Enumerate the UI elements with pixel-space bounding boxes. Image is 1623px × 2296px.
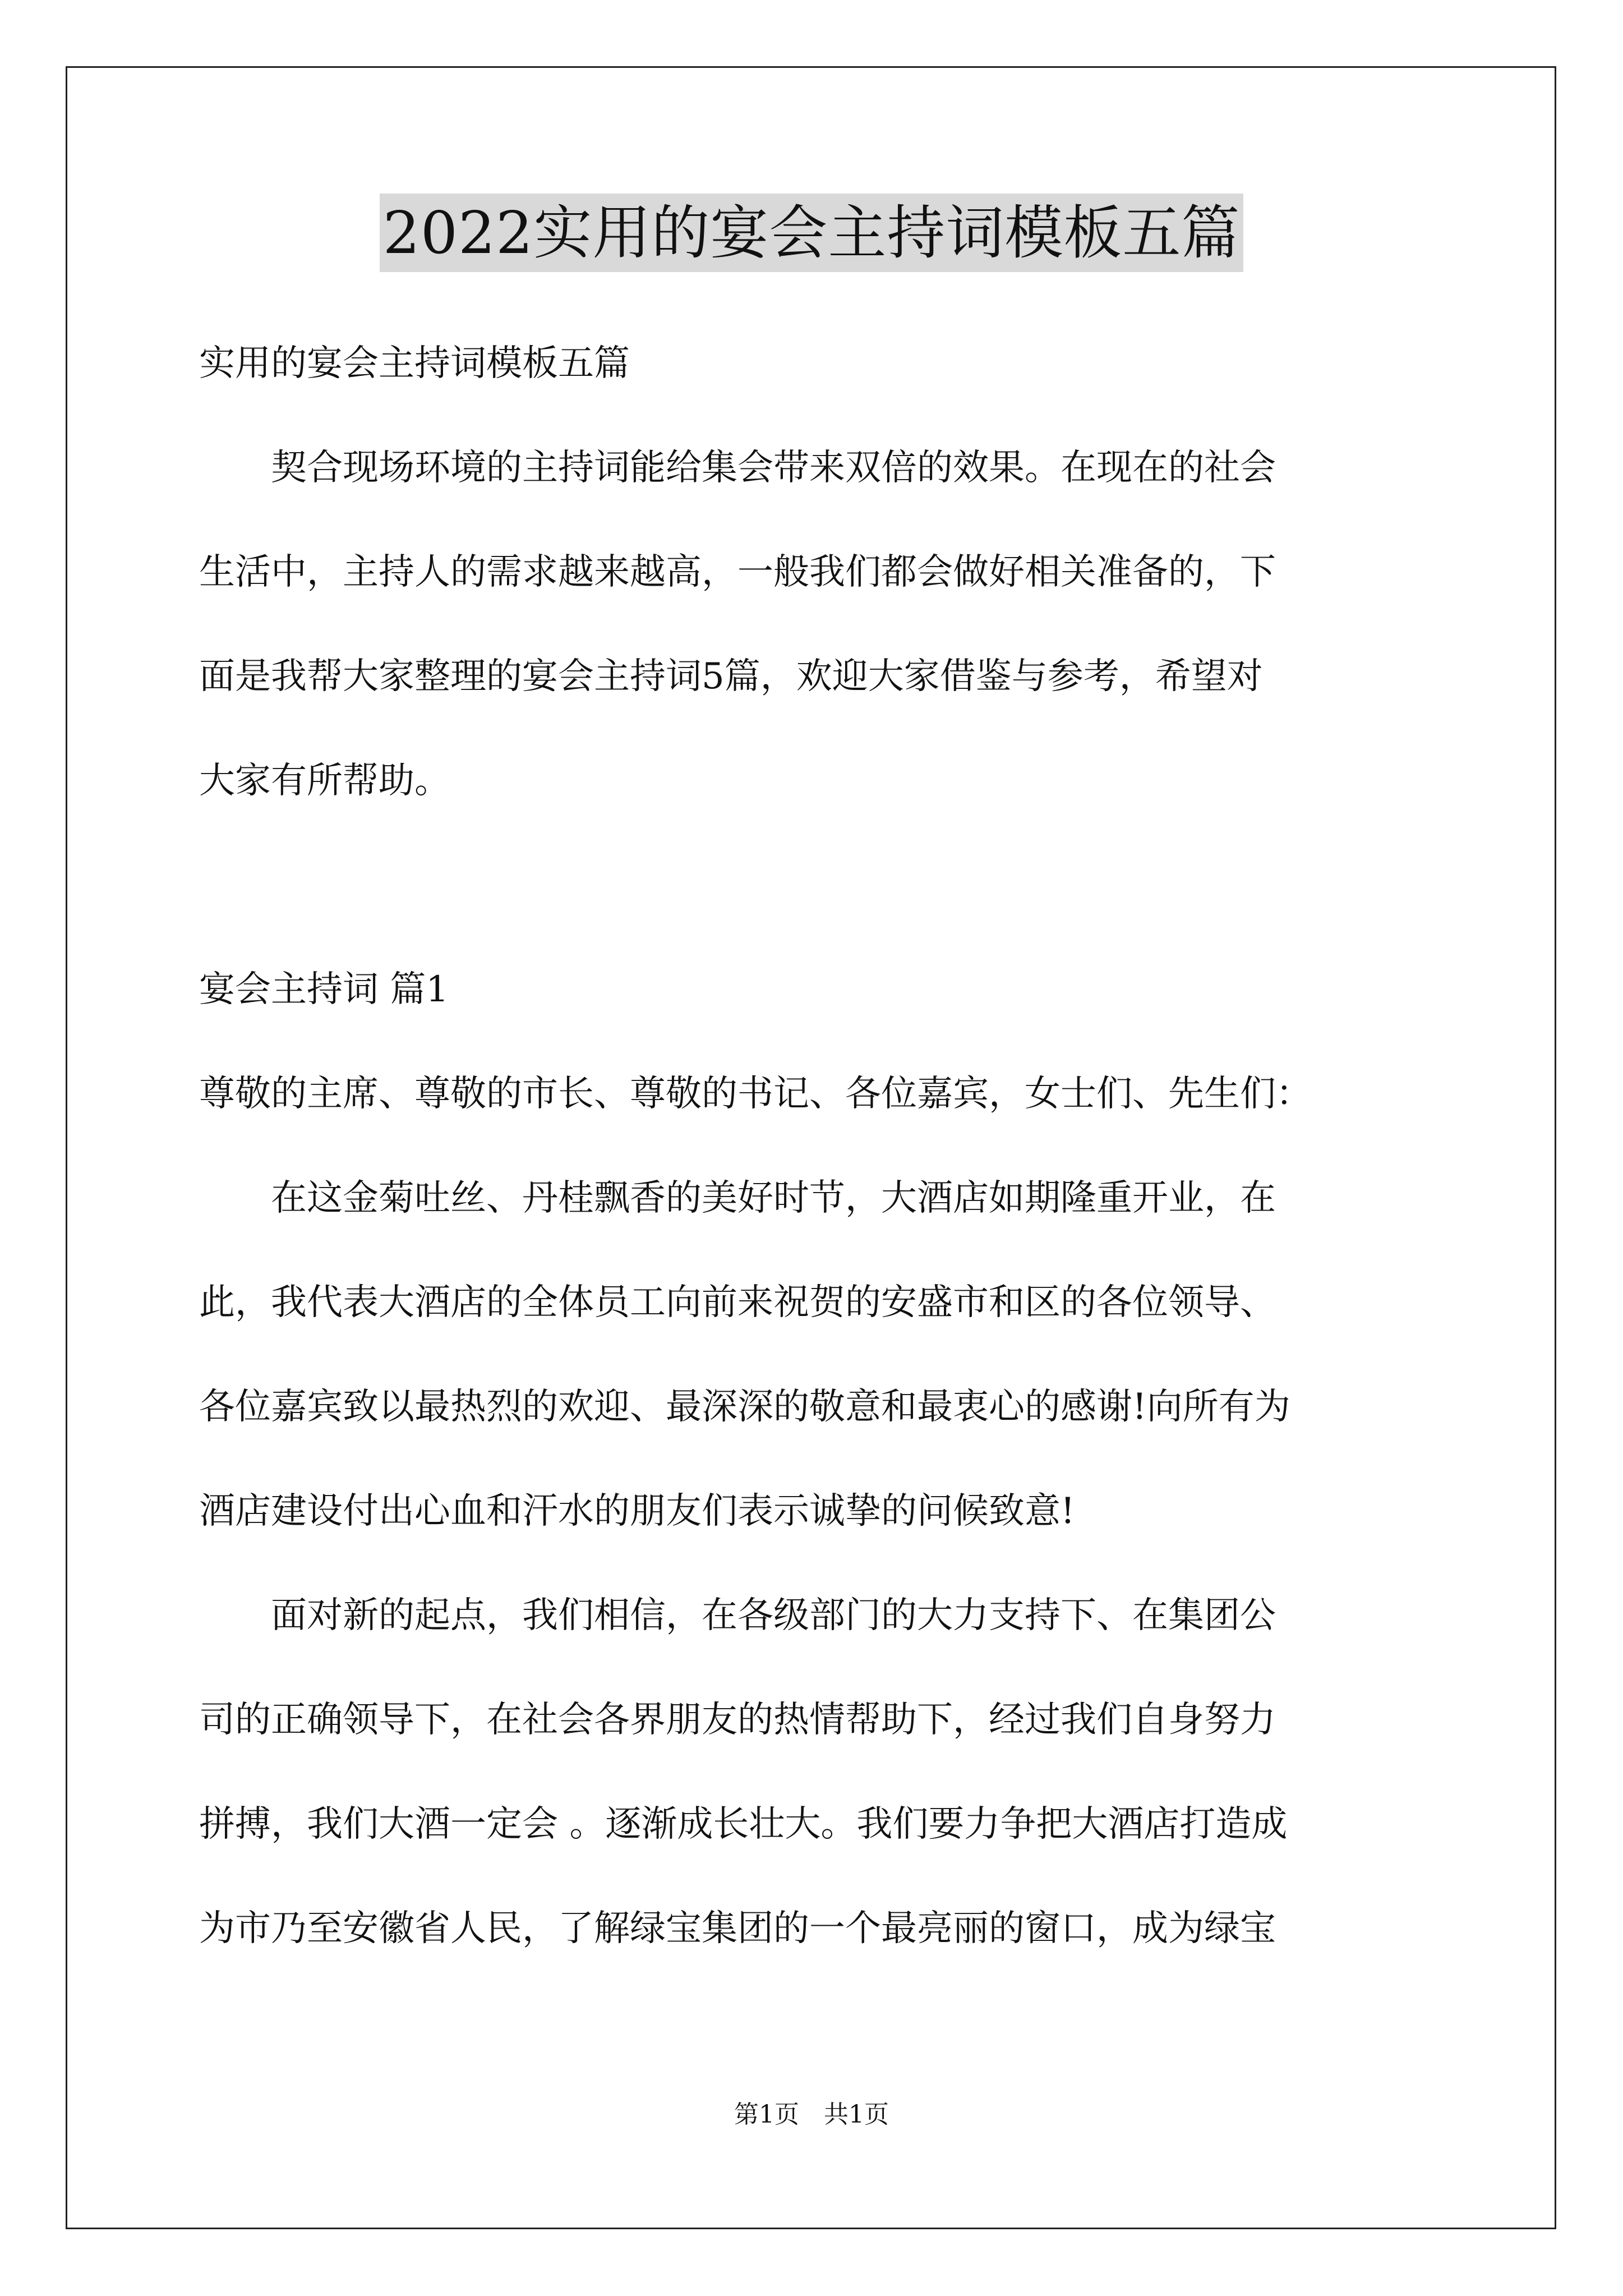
body-line: 在这金菊吐丝、丹桂飘香的美好时节，大酒店如期隆重开业，在 [199,1177,1276,1219]
body-line: 拼搏，我们大酒一定会 。逐渐成长壮大。我们要力争把大酒店打造成 [199,1803,1288,1845]
body-line: 各位嘉宾致以最热烈的欢迎、最深深的敬意和最衷心的感谢!向所有为 [199,1386,1290,1428]
body-line: 酒店建设付出心血和汗水的朋友们表示诚挚的问候致意! [199,1490,1075,1532]
intro-line: 契合现场环境的主持词能给集会带来双倍的效果。在现在的社会 [199,447,1276,489]
salutation-line: 尊敬的主席、尊敬的市长、尊敬的书记、各位嘉宾，女士们、先生们： [199,1073,1312,1115]
subtitle-line: 实用的宴会主持词模板五篇 [199,343,630,384]
document-title-text: 2022实用的宴会主持词模板五篇 [380,194,1244,272]
body-line: 此，我代表大酒店的全体员工向前来祝贺的安盛市和区的各位领导、 [199,1282,1276,1323]
intro-line: 大家有所帮助。 [199,760,450,802]
page-number: 第1页 共1页 [734,2100,889,2129]
body-line: 面对新的起点，我们相信，在各级部门的大力支持下、在集团公 [199,1595,1276,1636]
body-line: 司的正确领导下，在社会各界朋友的热情帮助下，经过我们自身努力 [199,1699,1276,1741]
section-heading: 宴会主持词 篇1 [199,969,449,1010]
intro-line: 面是我帮大家整理的宴会主持词5篇，欢迎大家借鉴与参考，希望对 [199,656,1263,697]
body-line: 为市乃至安徽省人民，了解绿宝集团的一个最亮丽的窗口，成为绿宝 [199,1908,1276,1949]
document-body [199,311,1433,1981]
document-title [0,194,1623,289]
intro-line: 生活中，主持人的需求越来越高，一般我们都会做好相关准备的，下 [199,551,1276,593]
